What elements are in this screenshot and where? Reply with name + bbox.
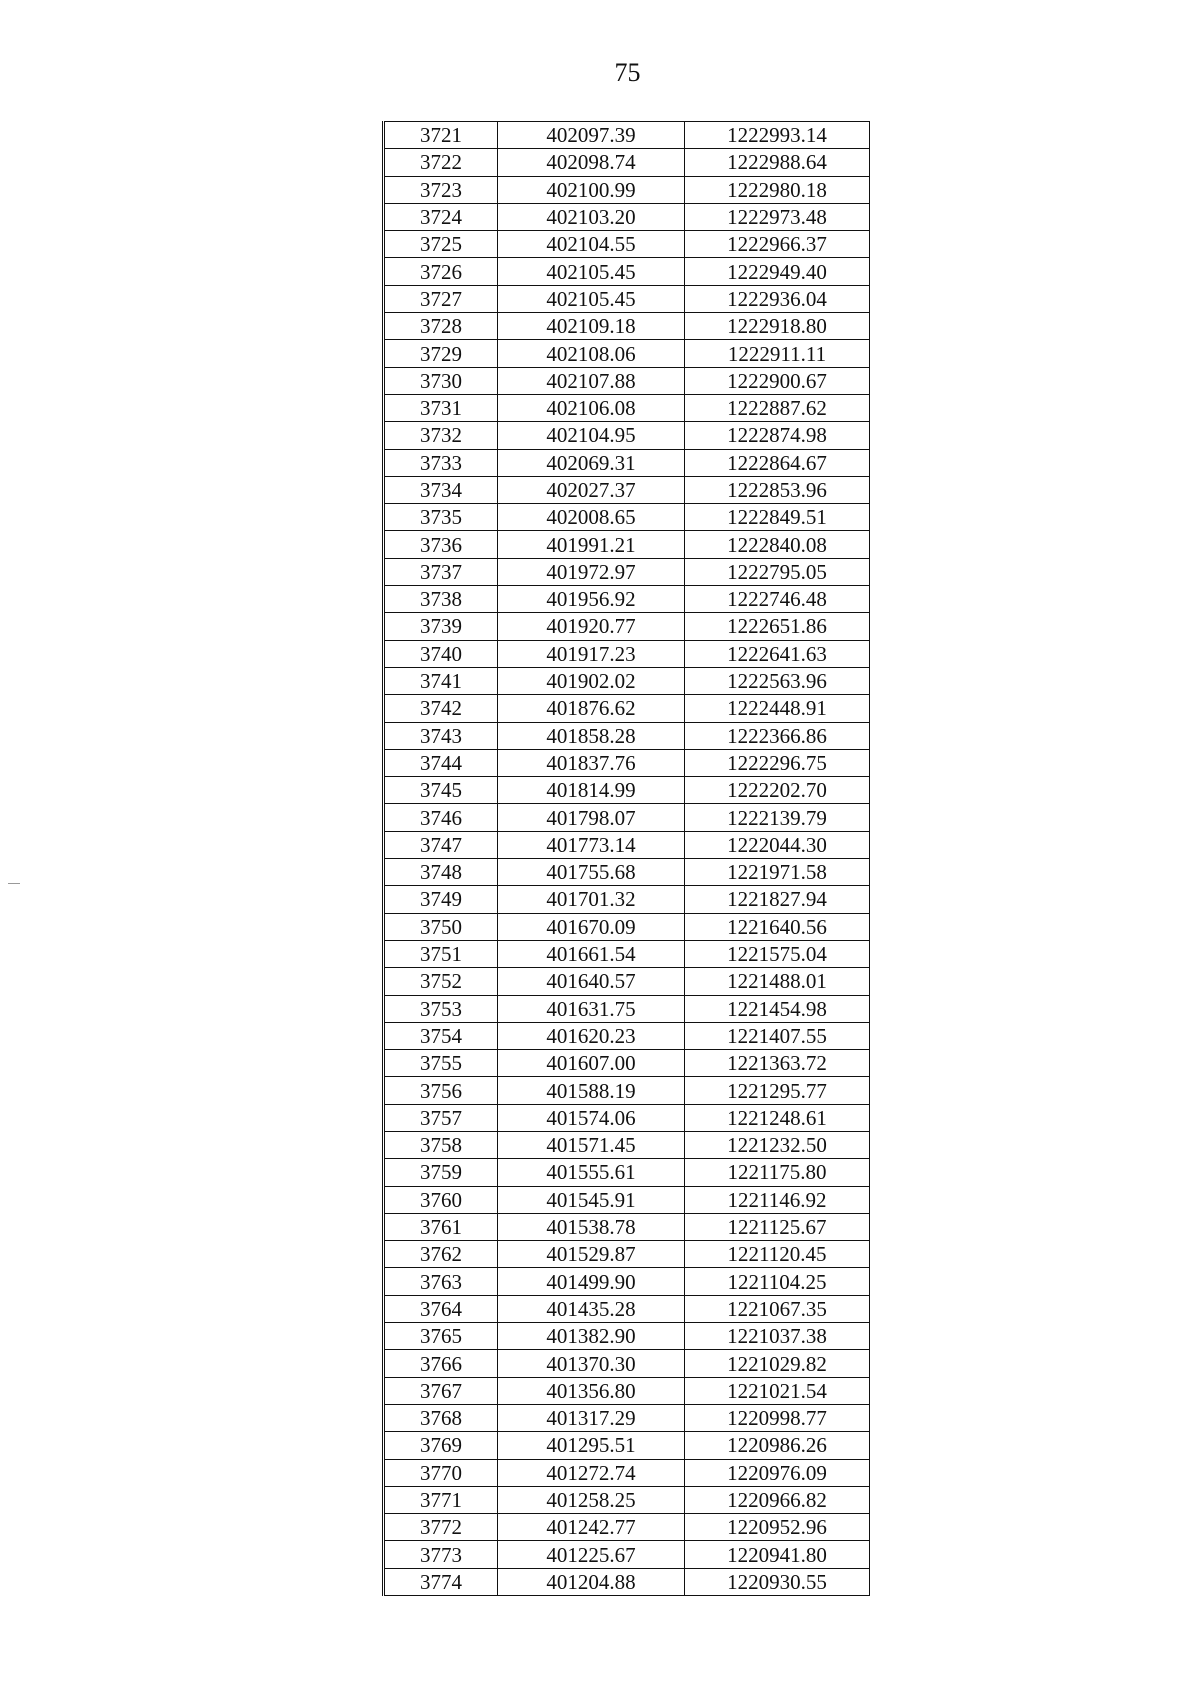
- point-number-cell: 3772: [384, 1514, 498, 1541]
- y-coordinate-cell: 1222849.51: [685, 504, 870, 531]
- point-number-cell: 3752: [384, 968, 498, 995]
- x-coordinate-cell: 402008.65: [498, 504, 685, 531]
- y-coordinate-cell: 1221146.92: [685, 1186, 870, 1213]
- table-row: [384, 394, 870, 421]
- table-row: [384, 313, 870, 340]
- x-coordinate-cell: 401902.02: [498, 667, 685, 694]
- x-coordinate-cell: 401920.77: [498, 613, 685, 640]
- table-row: [384, 122, 870, 149]
- point-number-cell: 3731: [384, 394, 498, 421]
- y-coordinate-cell: 1221640.56: [685, 913, 870, 940]
- y-coordinate-cell: 1222993.14: [685, 122, 870, 149]
- x-coordinate-cell: 402105.45: [498, 258, 685, 285]
- y-coordinate-cell: 1221827.94: [685, 886, 870, 913]
- x-coordinate-cell: 402108.06: [498, 340, 685, 367]
- point-number-cell: 3724: [384, 203, 498, 230]
- x-coordinate-cell: 401574.06: [498, 1104, 685, 1131]
- x-coordinate-cell: 401588.19: [498, 1077, 685, 1104]
- y-coordinate-cell: 1220986.26: [685, 1432, 870, 1459]
- table-row: [384, 340, 870, 367]
- table-row: [384, 1241, 870, 1268]
- table-row: [384, 1541, 870, 1568]
- y-coordinate-cell: 1221295.77: [685, 1077, 870, 1104]
- x-coordinate-cell: 401972.97: [498, 558, 685, 585]
- x-coordinate-cell: 401435.28: [498, 1295, 685, 1322]
- table-row: [384, 1268, 870, 1295]
- table-row: [384, 1377, 870, 1404]
- x-coordinate-cell: 401640.57: [498, 968, 685, 995]
- point-number-cell: 3721: [384, 122, 498, 149]
- point-number-cell: 3730: [384, 367, 498, 394]
- x-coordinate-cell: 402106.08: [498, 394, 685, 421]
- y-coordinate-cell: 1222973.48: [685, 203, 870, 230]
- point-number-cell: 3761: [384, 1213, 498, 1240]
- coordinates-table: [382, 121, 870, 1596]
- table-row: [384, 149, 870, 176]
- point-number-cell: 3742: [384, 695, 498, 722]
- y-coordinate-cell: 1222746.48: [685, 586, 870, 613]
- table-row: [384, 640, 870, 667]
- x-coordinate-cell: 402104.95: [498, 422, 685, 449]
- y-coordinate-cell: 1220941.80: [685, 1541, 870, 1568]
- table-row: [384, 422, 870, 449]
- y-coordinate-cell: 1222296.75: [685, 749, 870, 776]
- table-row: [384, 1432, 870, 1459]
- x-coordinate-cell: 401917.23: [498, 640, 685, 667]
- table-row: [384, 586, 870, 613]
- point-number-cell: 3747: [384, 831, 498, 858]
- y-coordinate-cell: 1222918.80: [685, 313, 870, 340]
- y-coordinate-cell: 1221248.61: [685, 1104, 870, 1131]
- x-coordinate-cell: 401701.32: [498, 886, 685, 913]
- y-coordinate-cell: 1220930.55: [685, 1568, 870, 1595]
- y-coordinate-cell: 1222911.11: [685, 340, 870, 367]
- table-row: [384, 968, 870, 995]
- point-number-cell: 3764: [384, 1295, 498, 1322]
- point-number-cell: 3725: [384, 231, 498, 258]
- table-row: [384, 831, 870, 858]
- table-row: [384, 749, 870, 776]
- table-row: [384, 1104, 870, 1131]
- x-coordinate-cell: 401773.14: [498, 831, 685, 858]
- y-coordinate-cell: 1222966.37: [685, 231, 870, 258]
- page-number: 75: [614, 58, 641, 87]
- y-coordinate-cell: 1222366.86: [685, 722, 870, 749]
- point-number-cell: 3729: [384, 340, 498, 367]
- y-coordinate-cell: 1220966.82: [685, 1486, 870, 1513]
- y-coordinate-cell: 1220976.09: [685, 1459, 870, 1486]
- table-row: [384, 913, 870, 940]
- y-coordinate-cell: 1222795.05: [685, 558, 870, 585]
- y-coordinate-cell: 1221488.01: [685, 968, 870, 995]
- point-number-cell: 3749: [384, 886, 498, 913]
- x-coordinate-cell: 401858.28: [498, 722, 685, 749]
- x-coordinate-cell: 402027.37: [498, 476, 685, 503]
- margin-scan-mark: [8, 883, 20, 884]
- y-coordinate-cell: 1221971.58: [685, 859, 870, 886]
- x-coordinate-cell: 401499.90: [498, 1268, 685, 1295]
- point-number-cell: 3746: [384, 804, 498, 831]
- y-coordinate-cell: 1220952.96: [685, 1514, 870, 1541]
- y-coordinate-cell: 1221454.98: [685, 995, 870, 1022]
- point-number-cell: 3770: [384, 1459, 498, 1486]
- table-row: [384, 449, 870, 476]
- x-coordinate-cell: 401607.00: [498, 1050, 685, 1077]
- y-coordinate-cell: 1221037.38: [685, 1323, 870, 1350]
- y-coordinate-cell: 1221120.45: [685, 1241, 870, 1268]
- table-row: [384, 476, 870, 503]
- x-coordinate-cell: 401814.99: [498, 777, 685, 804]
- table-row: [384, 1295, 870, 1322]
- point-number-cell: 3757: [384, 1104, 498, 1131]
- x-coordinate-cell: 401272.74: [498, 1459, 685, 1486]
- point-number-cell: 3722: [384, 149, 498, 176]
- table-row: [384, 285, 870, 312]
- y-coordinate-cell: 1222448.91: [685, 695, 870, 722]
- table-row: [384, 1323, 870, 1350]
- y-coordinate-cell: 1222949.40: [685, 258, 870, 285]
- x-coordinate-cell: 402107.88: [498, 367, 685, 394]
- x-coordinate-cell: 401295.51: [498, 1432, 685, 1459]
- point-number-cell: 3748: [384, 859, 498, 886]
- y-coordinate-cell: 1221575.04: [685, 940, 870, 967]
- point-number-cell: 3735: [384, 504, 498, 531]
- table-row: [384, 367, 870, 394]
- table-row: [384, 1459, 870, 1486]
- point-number-cell: 3760: [384, 1186, 498, 1213]
- y-coordinate-cell: 1222980.18: [685, 176, 870, 203]
- table-row: [384, 859, 870, 886]
- y-coordinate-cell: 1222936.04: [685, 285, 870, 312]
- y-coordinate-cell: 1221021.54: [685, 1377, 870, 1404]
- x-coordinate-cell: 401529.87: [498, 1241, 685, 1268]
- point-number-cell: 3755: [384, 1050, 498, 1077]
- point-number-cell: 3773: [384, 1541, 498, 1568]
- point-number-cell: 3734: [384, 476, 498, 503]
- point-number-cell: 3754: [384, 1022, 498, 1049]
- point-number-cell: 3771: [384, 1486, 498, 1513]
- table-row: [384, 1077, 870, 1104]
- point-number-cell: 3732: [384, 422, 498, 449]
- x-coordinate-cell: 402103.20: [498, 203, 685, 230]
- table-row: [384, 1404, 870, 1431]
- table-row: [384, 231, 870, 258]
- x-coordinate-cell: 401798.07: [498, 804, 685, 831]
- x-coordinate-cell: 402105.45: [498, 285, 685, 312]
- point-number-cell: 3766: [384, 1350, 498, 1377]
- y-coordinate-cell: 1221125.67: [685, 1213, 870, 1240]
- point-number-cell: 3741: [384, 667, 498, 694]
- point-number-cell: 3753: [384, 995, 498, 1022]
- table-row: [384, 1022, 870, 1049]
- table-row: [384, 722, 870, 749]
- point-number-cell: 3728: [384, 313, 498, 340]
- x-coordinate-cell: 401356.80: [498, 1377, 685, 1404]
- y-coordinate-cell: 1222139.79: [685, 804, 870, 831]
- table-row: [384, 995, 870, 1022]
- point-number-cell: 3768: [384, 1404, 498, 1431]
- x-coordinate-cell: 401317.29: [498, 1404, 685, 1431]
- table-row: [384, 886, 870, 913]
- point-number-cell: 3751: [384, 940, 498, 967]
- point-number-cell: 3744: [384, 749, 498, 776]
- y-coordinate-cell: 1221067.35: [685, 1295, 870, 1322]
- table-row: [384, 613, 870, 640]
- table-row: [384, 1514, 870, 1541]
- x-coordinate-cell: 401876.62: [498, 695, 685, 722]
- x-coordinate-cell: 401631.75: [498, 995, 685, 1022]
- table-row: [384, 1131, 870, 1158]
- table-row: [384, 1159, 870, 1186]
- point-number-cell: 3745: [384, 777, 498, 804]
- x-coordinate-cell: 401661.54: [498, 940, 685, 967]
- table-row: [384, 1050, 870, 1077]
- x-coordinate-cell: 401225.67: [498, 1541, 685, 1568]
- y-coordinate-cell: 1221407.55: [685, 1022, 870, 1049]
- table-row: [384, 1186, 870, 1213]
- point-number-cell: 3774: [384, 1568, 498, 1595]
- point-number-cell: 3737: [384, 558, 498, 585]
- x-coordinate-cell: 401242.77: [498, 1514, 685, 1541]
- y-coordinate-cell: 1222202.70: [685, 777, 870, 804]
- y-coordinate-cell: 1222887.62: [685, 394, 870, 421]
- y-coordinate-cell: 1221175.80: [685, 1159, 870, 1186]
- point-number-cell: 3723: [384, 176, 498, 203]
- x-coordinate-cell: 402109.18: [498, 313, 685, 340]
- point-number-cell: 3767: [384, 1377, 498, 1404]
- table-row: [384, 258, 870, 285]
- table-row: [384, 695, 870, 722]
- x-coordinate-cell: 402100.99: [498, 176, 685, 203]
- point-number-cell: 3733: [384, 449, 498, 476]
- x-coordinate-cell: 401620.23: [498, 1022, 685, 1049]
- point-number-cell: 3743: [384, 722, 498, 749]
- x-coordinate-cell: 402104.55: [498, 231, 685, 258]
- x-coordinate-cell: 401382.90: [498, 1323, 685, 1350]
- point-number-cell: 3763: [384, 1268, 498, 1295]
- x-coordinate-cell: 401991.21: [498, 531, 685, 558]
- x-coordinate-cell: 401837.76: [498, 749, 685, 776]
- y-coordinate-cell: 1222563.96: [685, 667, 870, 694]
- point-number-cell: 3738: [384, 586, 498, 613]
- x-coordinate-cell: 401755.68: [498, 859, 685, 886]
- point-number-cell: 3758: [384, 1131, 498, 1158]
- y-coordinate-cell: 1222864.67: [685, 449, 870, 476]
- table-row: [384, 558, 870, 585]
- point-number-cell: 3759: [384, 1159, 498, 1186]
- point-number-cell: 3739: [384, 613, 498, 640]
- point-number-cell: 3769: [384, 1432, 498, 1459]
- table-row: [384, 176, 870, 203]
- table-row: [384, 1350, 870, 1377]
- point-number-cell: 3762: [384, 1241, 498, 1268]
- point-number-cell: 3740: [384, 640, 498, 667]
- y-coordinate-cell: 1222044.30: [685, 831, 870, 858]
- x-coordinate-cell: 401956.92: [498, 586, 685, 613]
- y-coordinate-cell: 1222651.86: [685, 613, 870, 640]
- table-row: [384, 777, 870, 804]
- y-coordinate-cell: 1222874.98: [685, 422, 870, 449]
- x-coordinate-cell: 402098.74: [498, 149, 685, 176]
- x-coordinate-cell: 401258.25: [498, 1486, 685, 1513]
- x-coordinate-cell: 401538.78: [498, 1213, 685, 1240]
- point-number-cell: 3750: [384, 913, 498, 940]
- y-coordinate-cell: 1221104.25: [685, 1268, 870, 1295]
- table-row: [384, 804, 870, 831]
- x-coordinate-cell: 401370.30: [498, 1350, 685, 1377]
- point-number-cell: 3727: [384, 285, 498, 312]
- y-coordinate-cell: 1221029.82: [685, 1350, 870, 1377]
- x-coordinate-cell: 401571.45: [498, 1131, 685, 1158]
- y-coordinate-cell: 1221232.50: [685, 1131, 870, 1158]
- table-row: [384, 940, 870, 967]
- table-row: [384, 531, 870, 558]
- x-coordinate-cell: 401204.88: [498, 1568, 685, 1595]
- y-coordinate-cell: 1222900.67: [685, 367, 870, 394]
- point-number-cell: 3756: [384, 1077, 498, 1104]
- point-number-cell: 3765: [384, 1323, 498, 1350]
- y-coordinate-cell: 1221363.72: [685, 1050, 870, 1077]
- x-coordinate-cell: 401555.61: [498, 1159, 685, 1186]
- table-row: [384, 1213, 870, 1240]
- y-coordinate-cell: 1220998.77: [685, 1404, 870, 1431]
- coordinates-table-body: [384, 122, 870, 1596]
- y-coordinate-cell: 1222853.96: [685, 476, 870, 503]
- table-row: [384, 504, 870, 531]
- x-coordinate-cell: 401670.09: [498, 913, 685, 940]
- table-row: [384, 1486, 870, 1513]
- point-number-cell: 3736: [384, 531, 498, 558]
- point-number-cell: 3726: [384, 258, 498, 285]
- table-row: [384, 1568, 870, 1595]
- y-coordinate-cell: 1222840.08: [685, 531, 870, 558]
- table-row: [384, 667, 870, 694]
- table-row: [384, 203, 870, 230]
- y-coordinate-cell: 1222641.63: [685, 640, 870, 667]
- x-coordinate-cell: 402069.31: [498, 449, 685, 476]
- y-coordinate-cell: 1222988.64: [685, 149, 870, 176]
- x-coordinate-cell: 401545.91: [498, 1186, 685, 1213]
- x-coordinate-cell: 402097.39: [498, 122, 685, 149]
